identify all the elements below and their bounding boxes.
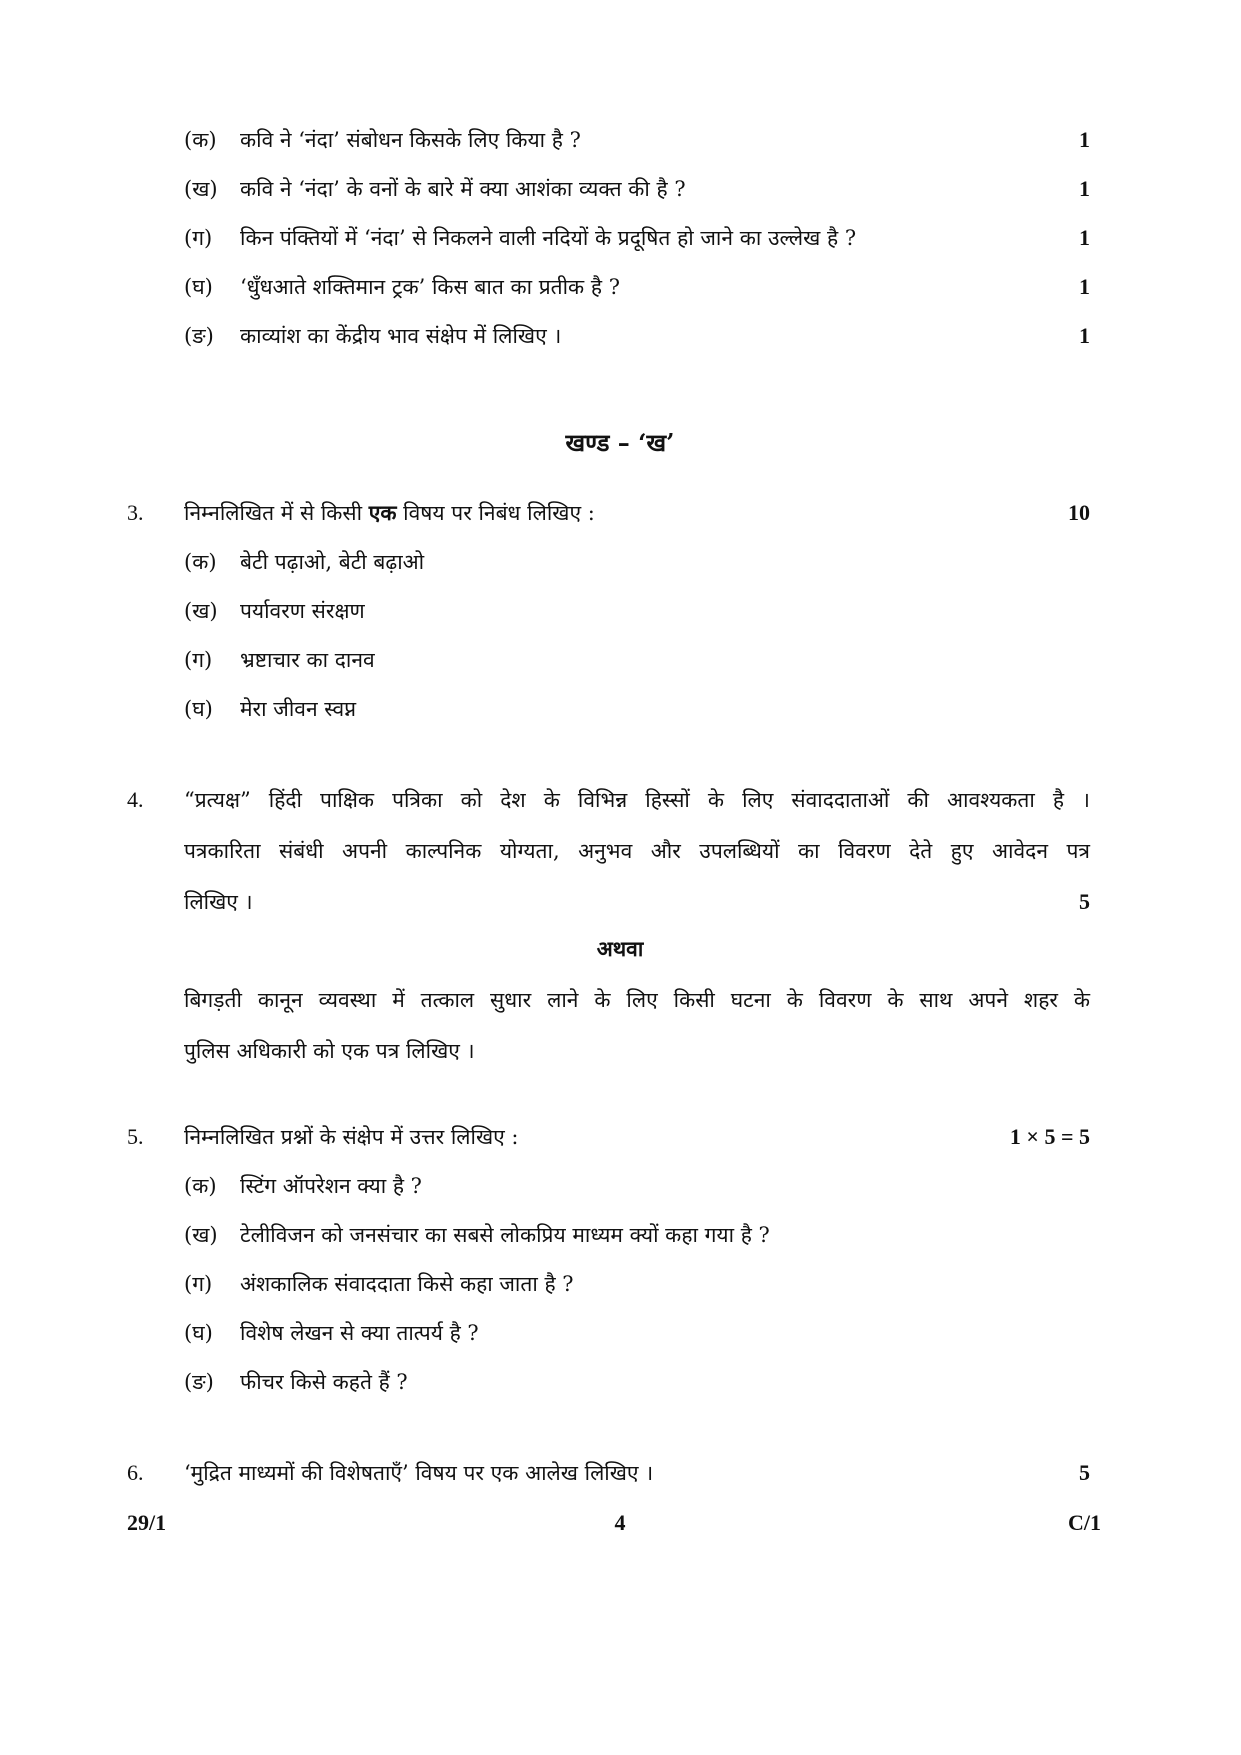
q5-part-label-nga: (ङ) — [184, 1370, 214, 1394]
q4-marks: 5 — [1079, 889, 1090, 914]
q3-option-label-kha: (ख) — [184, 599, 218, 623]
q6-marks: 5 — [1079, 1460, 1090, 1485]
footer-set-code: C/1 — [1068, 1510, 1101, 1535]
q3-option-label-gha: (घ) — [184, 697, 213, 721]
q2-part-marks-kha: 1 — [1079, 176, 1090, 201]
q2-part-label-nga: (ङ) — [184, 324, 214, 348]
q3-number: 3. — [127, 500, 144, 525]
q2-part-text-kha: कवि ने ‘नंदा’ के वनों के बारे में क्या आशंका व्यक्त की है ? — [240, 177, 686, 201]
q2-part-text-nga: काव्यांश का केंद्रीय भाव संक्षेप में लिखिए । — [240, 324, 562, 348]
q2-part-marks-ka: 1 — [1079, 127, 1090, 152]
q5-part-text-ga: अंशकालिक संवाददाता किसे कहा जाता है ? — [240, 1272, 574, 1296]
q5-part-label-gha: (घ) — [184, 1321, 213, 1345]
q4-number: 4. — [127, 787, 144, 812]
q4-line-1: “प्रत्यक्ष” हिंदी पाक्षिक पत्रिका को देश के विभिन्न हिस्सों के लिए संवाददाताओं की आवश्यकता है । — [184, 788, 1090, 812]
q2-part-text-ga: किन पंक्तियों में ‘नंदा’ से निकलने वाली नदियों के प्रदूषित हो जाने का उल्लेख है ? — [240, 226, 857, 250]
q3-option-label-ka: (क) — [184, 550, 217, 574]
q4-line-3: लिखिए । — [184, 890, 253, 914]
q3-option-label-ga: (ग) — [184, 648, 213, 672]
q4-alt-line-1: बिगड़ती कानून व्यवस्था में तत्काल सुधार लाने के लिए किसी घटना के विवरण के साथ अपने शहर के — [184, 988, 1090, 1012]
q2-part-label-kha: (ख) — [184, 177, 218, 201]
q4-alt-paragraph — [184, 985, 1090, 1015]
q6-question: ‘मुद्रित माध्यमों की विशेषताएँ’ विषय पर एक आलेख लिखिए । — [184, 1461, 654, 1485]
q3-option-text-ka: बेटी पढ़ाओ, बेटी बढ़ाओ — [240, 550, 425, 574]
q3-option-text-kha: पर्यावरण संरक्षण — [240, 599, 365, 623]
q2-part-text-gha: ‘धुँधआते शक्तिमान ट्रक’ किस बात का प्रतीक है ? — [240, 275, 620, 299]
q3-question: निम्नलिखित में से किसी एक विषय पर निबंध लिखिए : — [184, 500, 595, 525]
or-label: अथवा — [596, 936, 644, 961]
q2-part-text-ka: कवि ने ‘नंदा’ संबोधन किसके लिए किया है ? — [240, 128, 581, 152]
q3-option-text-ga: भ्रष्टाचार का दानव — [240, 648, 375, 672]
q4-paragraph-2 — [184, 836, 1090, 866]
q5-part-label-ga: (ग) — [184, 1272, 213, 1296]
q4-paragraph — [184, 785, 1090, 815]
q4-line-2: पत्रकारिता संबंधी अपनी काल्पनिक योग्यता, अनुभव और उपलब्धियों का विवरण देते हुए आवेदन पत्र — [184, 839, 1090, 863]
q5-part-text-gha: विशेष लेखन से क्या तात्पर्य है ? — [240, 1321, 479, 1345]
q2-part-marks-gha: 1 — [1079, 274, 1090, 299]
q2-part-label-ka: (क) — [184, 128, 217, 152]
q3-option-text-gha: मेरा जीवन स्वप्न — [240, 697, 357, 721]
q2-part-label-ga: (ग) — [184, 226, 213, 250]
q5-marks: 1 × 5 = 5 — [1009, 1124, 1090, 1149]
q5-part-label-ka: (क) — [184, 1174, 217, 1198]
q4-alt-line-2: पुलिस अधिकारी को एक पत्र लिखिए । — [184, 1039, 475, 1063]
q3-marks: 10 — [1068, 500, 1090, 525]
section-heading: खण्ड – ‘ख’ — [565, 428, 675, 457]
footer-paper-code: 29/1 — [127, 1510, 167, 1535]
footer-page-number: 4 — [614, 1510, 626, 1535]
q2-part-marks-ga: 1 — [1079, 225, 1090, 250]
q2-part-label-gha: (घ) — [184, 275, 213, 299]
q5-part-text-kha: टेलीविजन को जनसंचार का सबसे लोकप्रिय माध्यम क्यों कहा गया है ? — [240, 1223, 770, 1247]
q5-part-text-ka: स्टिंग ऑपरेशन क्या है ? — [240, 1174, 422, 1198]
q5-part-label-kha: (ख) — [184, 1223, 218, 1247]
q5-part-text-nga: फीचर किसे कहते हैं ? — [240, 1370, 408, 1394]
q5-question: निम्नलिखित प्रश्नों के संक्षेप में उत्तर लिखिए : — [184, 1125, 519, 1149]
q3-emphasis: एक — [368, 500, 397, 525]
q2-part-marks-nga: 1 — [1079, 323, 1090, 348]
q5-number: 5. — [127, 1124, 144, 1149]
q6-number: 6. — [127, 1460, 144, 1485]
